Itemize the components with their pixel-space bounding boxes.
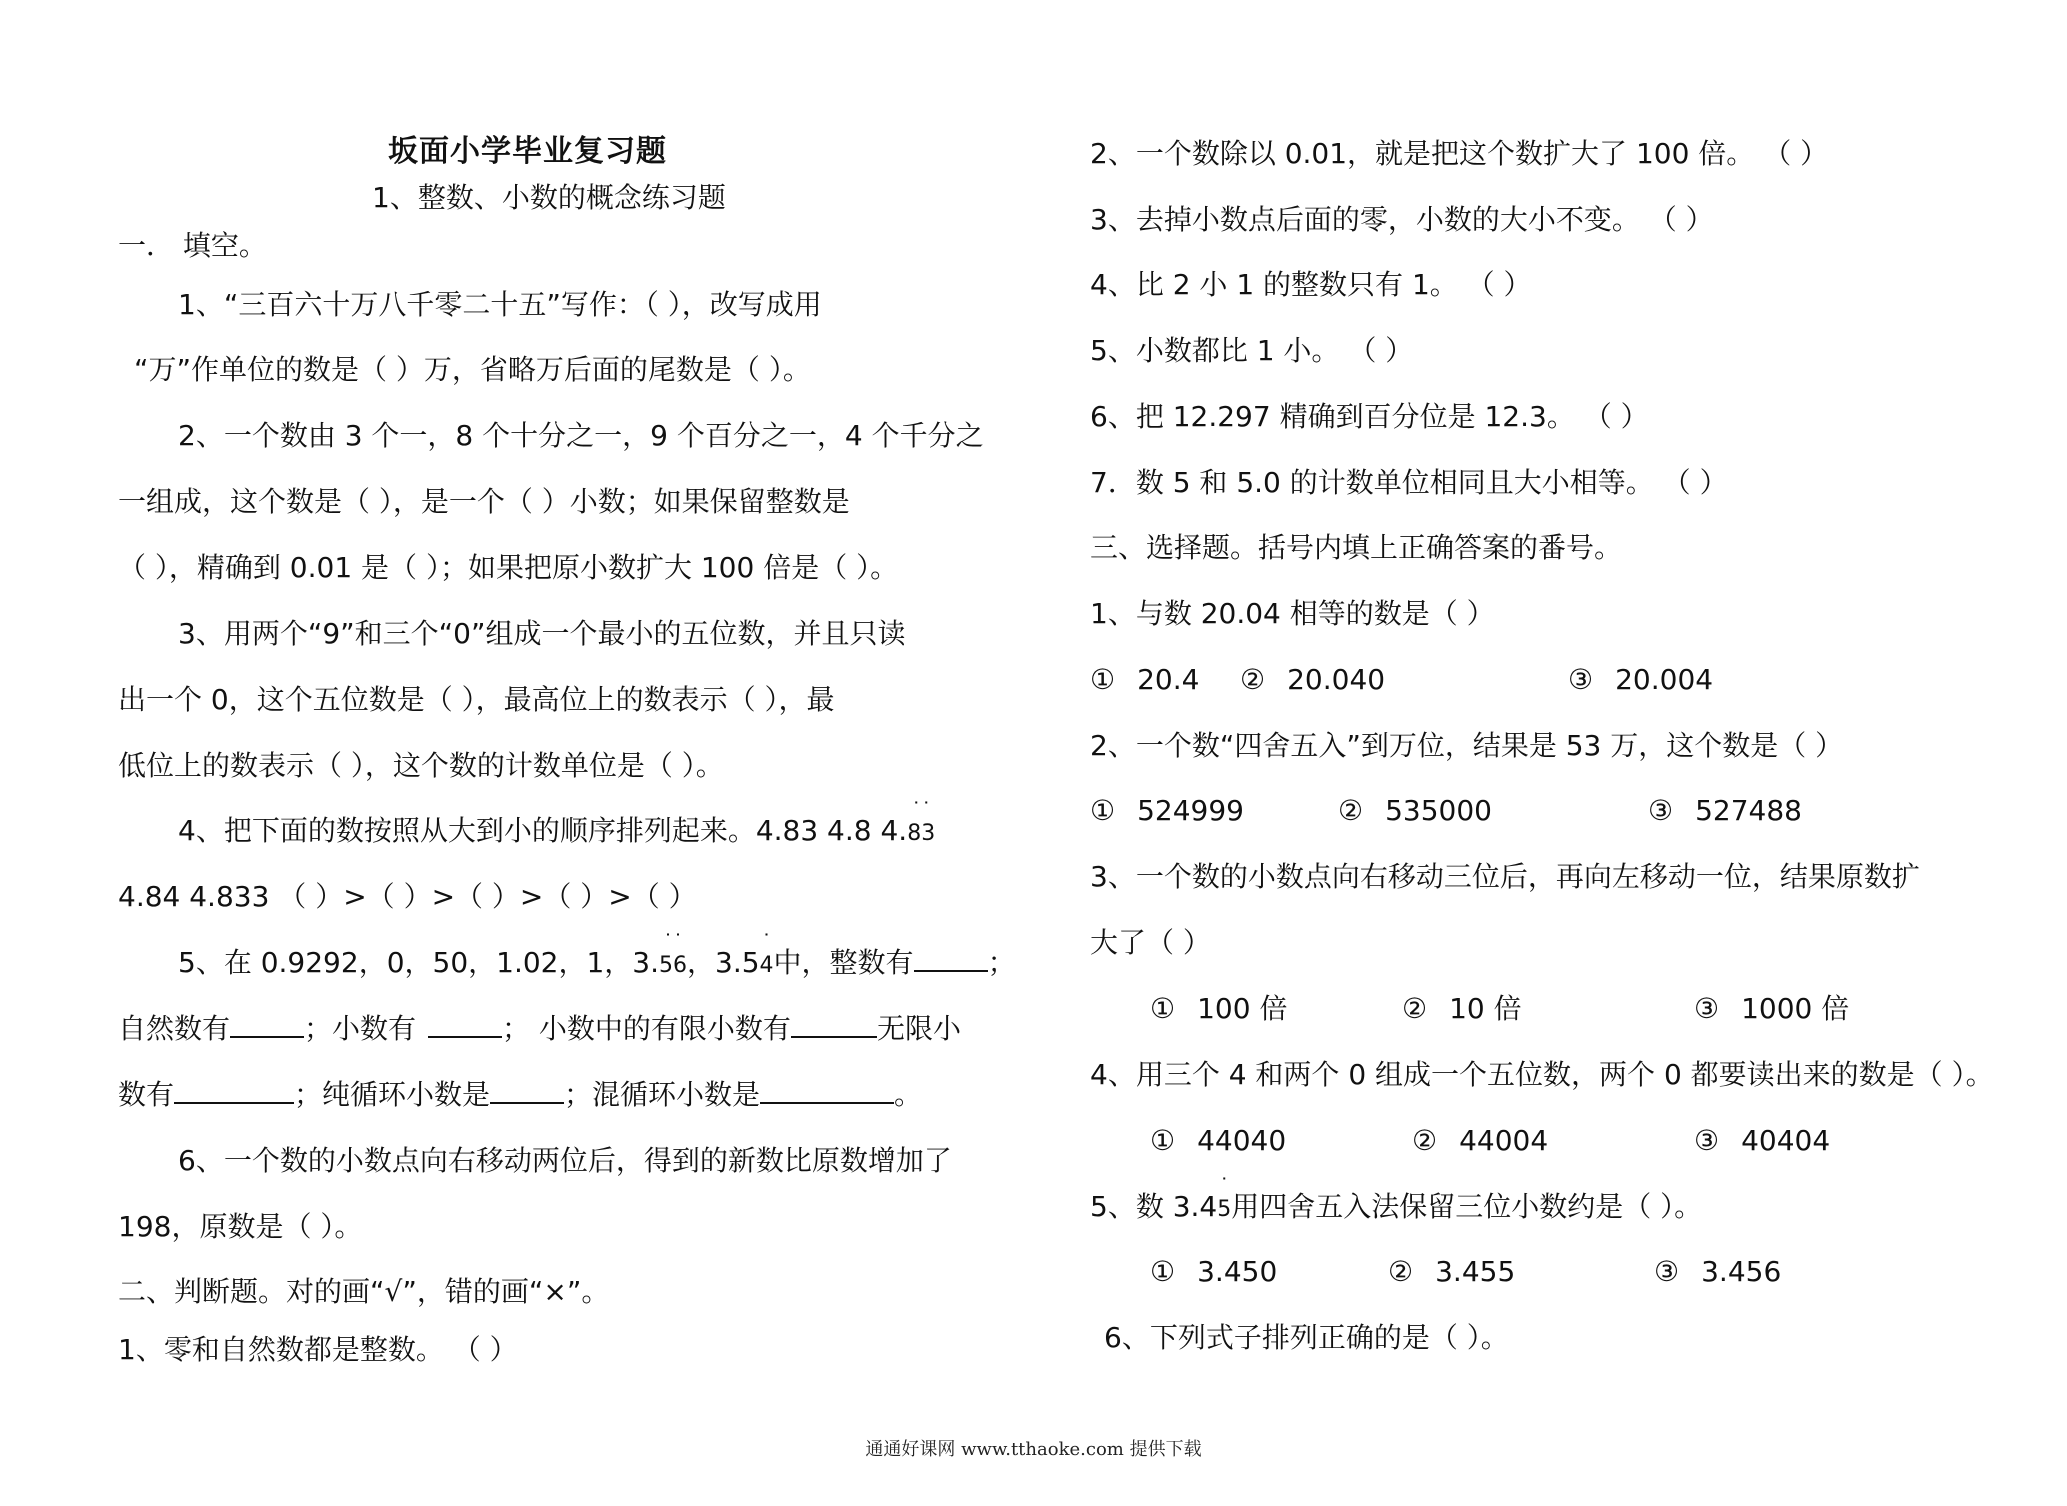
choice-3-line-1: 3、一个数的小数点向右移动三位后，再向左移动一位，结果原数扩	[1090, 860, 1920, 893]
repeating-decimal: ˙˙ 56	[659, 930, 688, 978]
page-subtitle: 1、整数、小数的概念练习题	[372, 181, 726, 214]
question-1-line-1: 1、“三百六十万八千零二十五”写作：（ ），改写成用	[178, 288, 822, 321]
question-2-line-2: 一组成，这个数是（ ），是一个（ ）小数；如果保留整数是	[118, 485, 850, 518]
choice-5: 5、数 3.4 ˙ 5用四舍五入法保留三位小数约是（ ）。	[1090, 1187, 1702, 1230]
question-3-line-1: 3、用两个“9”和三个“0”组成一个最小的五位数，并且只读	[178, 617, 906, 650]
choice-2-options	[1090, 791, 1802, 831]
answer-blank[interactable]	[230, 1010, 304, 1038]
answer-blank[interactable]	[914, 944, 988, 972]
judge-1: 1、零和自然数都是整数。 （ ）	[118, 1333, 518, 1366]
option-3[interactable]: ③ 1000 倍	[1694, 992, 1850, 1025]
option-3[interactable]: ③ 40404	[1694, 1124, 1831, 1157]
question-5-line-2: 自然数有 ；小数有 ； 小数中的有限小数有 无限小	[118, 1012, 961, 1045]
choice-3-options	[1150, 989, 1849, 1029]
choice-2: 2、一个数“四舍五入”到万位，结果是 53 万，这个数是（ ）	[1090, 729, 1844, 762]
judge-7: 7．数 5 和 5.0 的计数单位相同且大小相等。 （ ）	[1090, 466, 1728, 499]
question-4-text: 4、把下面的数按照从大到小的顺序排列起来。4.83 4.8 4.	[178, 814, 908, 847]
page-footer: 通通好课网 www.tthaoke.com 提供下载	[865, 1439, 1202, 1460]
option-2[interactable]: ② 44004	[1412, 1124, 1549, 1157]
question-6-line-2: 198，原数是（ ）。	[118, 1210, 363, 1243]
judge-4: 4、比 2 小 1 的整数只有 1。 （ ）	[1090, 268, 1532, 301]
section-fill-blank: 一． 填空。	[118, 229, 267, 262]
question-3-line-2: 出一个 0，这个五位数是（ ），最高位上的数表示（ ），最	[118, 683, 835, 716]
question-2-line-3: （ ），精确到 0.01 是（ ）；如果把原小数扩大 100 倍是（ ）。	[118, 551, 899, 584]
page-title: 坂面小学毕业复习题	[388, 134, 667, 169]
question-5-line-3: 数有 ；纯循环小数是 ；混循环小数是 。	[118, 1078, 923, 1111]
repeat-dot-icon: ˙˙	[663, 930, 684, 954]
option-2[interactable]: ② 535000	[1338, 794, 1492, 827]
question-1-line-2: “万”作单位的数是（ ）万，省略万后面的尾数是（ ）。	[134, 353, 811, 386]
option-3[interactable]: ③ 20.004	[1568, 663, 1714, 696]
answer-blank[interactable]	[174, 1076, 294, 1104]
repeating-decimal: ˙˙ 83	[907, 798, 936, 846]
question-3-line-3: 低位上的数表示（ ），这个数的计数单位是（ ）。	[118, 749, 724, 782]
repeat-dot-icon: ˙	[1219, 1174, 1230, 1198]
judge-3: 3、去掉小数点后面的零，小数的大小不变。 （ ）	[1090, 203, 1714, 236]
option-3[interactable]: ③ 3.456	[1654, 1255, 1782, 1288]
question-6-line-1: 6、一个数的小数点向右移动两位后，得到的新数比原数增加了	[178, 1144, 952, 1177]
answer-blank[interactable]	[760, 1076, 894, 1104]
option-1[interactable]: ① 20.4	[1090, 663, 1200, 696]
option-1[interactable]: ① 44040	[1150, 1124, 1287, 1157]
repeat-dot-icon: ˙˙	[911, 798, 932, 822]
judge-5: 5、小数都比 1 小。 （ ）	[1090, 334, 1414, 367]
option-1[interactable]: ① 524999	[1090, 794, 1244, 827]
answer-blank[interactable]	[490, 1076, 564, 1104]
answer-blank[interactable]	[791, 1010, 877, 1038]
repeat-dot-icon: ˙	[761, 930, 772, 954]
repeating-decimal: ˙ 4	[759, 930, 774, 978]
choice-6: 6、下列式子排列正确的是（ ）。	[1104, 1321, 1509, 1354]
choice-1-options	[1090, 660, 1713, 700]
option-2[interactable]: ② 20.040	[1240, 663, 1386, 696]
choice-3-line-2: 大了（ ）	[1090, 926, 1211, 959]
section-multiple-choice: 三、选择题。括号内填上正确答案的番号。	[1090, 531, 1623, 564]
choice-4: 4、用三个 4 和两个 0 组成一个五位数，两个 0 都要读出来的数是（ ）。	[1090, 1058, 1994, 1091]
option-3[interactable]: ③ 527488	[1648, 794, 1802, 827]
question-2-line-1: 2、一个数由 3 个一，8 个十分之一，9 个百分之一，4 个千分之	[178, 419, 984, 452]
option-2[interactable]: ② 10 倍	[1402, 992, 1522, 1025]
question-4-line-2: 4.84 4.833 （ ）>（ ）>（ ）>（ ）>（ ）	[118, 880, 697, 913]
answer-blank[interactable]	[428, 1010, 502, 1038]
judge-6: 6、把 12.297 精确到百分位是 12.3。 （ ）	[1090, 400, 1649, 433]
choice-1: 1、与数 20.04 相等的数是（ ）	[1090, 597, 1495, 630]
option-1[interactable]: ① 100 倍	[1150, 992, 1288, 1025]
repeating-decimal: ˙ 5	[1217, 1174, 1232, 1222]
question-4-line-1	[178, 798, 936, 854]
option-1[interactable]: ① 3.450	[1150, 1255, 1278, 1288]
choice-4-options	[1150, 1121, 1830, 1161]
question-5-line-1: 5、在 0.9292，0，50，1.02，1，3. ˙˙ 56，3.5 ˙ 4中，整数有 ；	[178, 943, 1016, 986]
option-2[interactable]: ② 3.455	[1388, 1255, 1516, 1288]
judge-2: 2、一个数除以 0.01，就是把这个数扩大了 100 倍。 （ ）	[1090, 137, 1829, 170]
section-true-false: 二、判断题。对的画“√”，错的画“×”。	[118, 1275, 610, 1308]
choice-5-options	[1150, 1252, 1781, 1292]
